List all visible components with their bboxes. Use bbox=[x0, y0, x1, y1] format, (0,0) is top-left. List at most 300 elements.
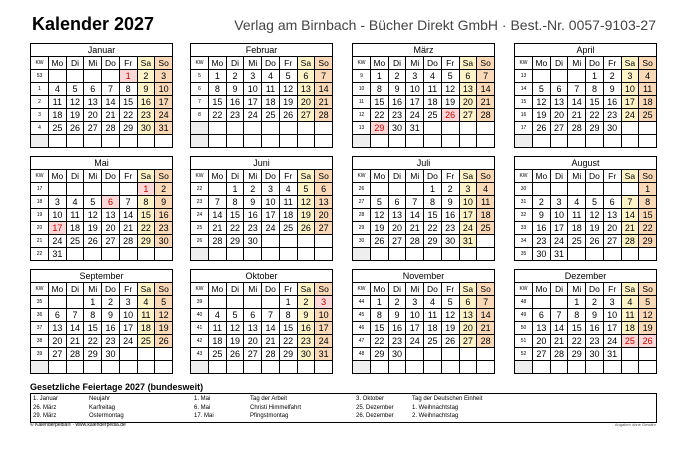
footer-copyright: © Kalenderpedia® · www.kalenderpedia.de bbox=[30, 422, 126, 428]
day-cell: 19 bbox=[155, 322, 173, 335]
day-cell: 25 bbox=[66, 235, 84, 248]
day-cell: 9 bbox=[441, 196, 459, 209]
day-cell: 28 bbox=[66, 348, 84, 361]
weekday-header: So bbox=[639, 57, 657, 70]
weekday-header: So bbox=[155, 283, 173, 296]
day-cell: 30 bbox=[388, 348, 406, 361]
day-cell: 6 bbox=[84, 83, 102, 96]
holiday-entry bbox=[194, 404, 301, 413]
day-cell: 30 bbox=[102, 348, 120, 361]
day-cell: 13 bbox=[84, 96, 102, 109]
weekday-header: Sa bbox=[297, 57, 315, 70]
day-cell: 11 bbox=[209, 322, 227, 335]
day-cell: 17 bbox=[603, 322, 621, 335]
day-cell: 25 bbox=[137, 335, 155, 348]
holiday-cell: 17 bbox=[49, 222, 67, 235]
empty-cell bbox=[102, 248, 120, 261]
day-cell: 10 bbox=[603, 309, 621, 322]
empty-cell bbox=[297, 122, 315, 135]
holiday-name: Pfingstmontag bbox=[250, 413, 289, 420]
month-9 bbox=[190, 269, 333, 374]
day-cell: 18 bbox=[424, 96, 442, 109]
day-cell: 22 bbox=[371, 109, 389, 122]
empty-cell bbox=[155, 348, 173, 361]
holiday-date: 29. März bbox=[33, 413, 57, 420]
day-cell: 12 bbox=[441, 309, 459, 322]
day-cell: 27 bbox=[459, 335, 477, 348]
empty-cell bbox=[568, 248, 586, 261]
weekday-header: KW bbox=[31, 170, 49, 183]
week-number: 10 bbox=[353, 83, 371, 96]
weekday-header: Di bbox=[226, 57, 244, 70]
empty-cell bbox=[119, 135, 137, 148]
day-cell: 23 bbox=[102, 335, 120, 348]
empty-cell bbox=[406, 248, 424, 261]
day-cell: 1 bbox=[639, 183, 657, 196]
weekday-header: KW bbox=[191, 57, 209, 70]
day-cell: 11 bbox=[66, 209, 84, 222]
empty-cell bbox=[477, 248, 495, 261]
empty-cell bbox=[315, 135, 333, 148]
day-cell: 4 bbox=[424, 70, 442, 83]
day-cell: 24 bbox=[603, 335, 621, 348]
day-cell: 18 bbox=[621, 322, 639, 335]
empty-cell bbox=[459, 135, 477, 148]
day-cell: 20 bbox=[49, 335, 67, 348]
day-cell: 8 bbox=[84, 309, 102, 322]
day-cell: 15 bbox=[84, 322, 102, 335]
day-cell: 8 bbox=[371, 309, 389, 322]
holiday-date: 25. Dezember bbox=[356, 404, 394, 411]
day-cell: 31 bbox=[550, 248, 568, 261]
day-cell: 20 bbox=[459, 322, 477, 335]
day-cell: 5 bbox=[84, 196, 102, 209]
day-cell: 16 bbox=[102, 322, 120, 335]
holiday-entry bbox=[356, 412, 482, 421]
day-cell: 30 bbox=[137, 122, 155, 135]
day-cell: 15 bbox=[371, 96, 389, 109]
month-name: Januar bbox=[30, 43, 173, 56]
day-cell: 5 bbox=[533, 83, 551, 96]
day-cell: 24 bbox=[262, 222, 280, 235]
week-number: 22 bbox=[31, 248, 49, 261]
day-cell: 19 bbox=[66, 109, 84, 122]
day-cell: 6 bbox=[244, 309, 262, 322]
day-cell: 22 bbox=[568, 335, 586, 348]
empty-cell bbox=[49, 361, 67, 374]
month-6 bbox=[352, 156, 495, 261]
holiday-name: Ostermontag bbox=[89, 413, 124, 420]
empty-cell bbox=[137, 348, 155, 361]
day-cell: 2 bbox=[586, 296, 604, 309]
empty-cell bbox=[586, 135, 604, 148]
weekday-header: Sa bbox=[297, 170, 315, 183]
day-cell: 12 bbox=[371, 209, 389, 222]
day-cell: 31 bbox=[603, 348, 621, 361]
empty-cell bbox=[533, 183, 551, 196]
weekday-header: Mi bbox=[406, 283, 424, 296]
day-cell: 1 bbox=[226, 183, 244, 196]
empty-cell bbox=[102, 361, 120, 374]
day-cell: 9 bbox=[102, 309, 120, 322]
empty-cell bbox=[119, 183, 137, 196]
day-cell: 30 bbox=[533, 248, 551, 261]
empty-cell bbox=[226, 135, 244, 148]
empty-cell bbox=[568, 135, 586, 148]
empty-cell bbox=[459, 122, 477, 135]
weekday-header: So bbox=[477, 170, 495, 183]
day-cell: 25 bbox=[477, 222, 495, 235]
weekday-header: Mo bbox=[49, 57, 67, 70]
empty-cell bbox=[424, 122, 442, 135]
weekday-header: So bbox=[155, 170, 173, 183]
week-number bbox=[191, 361, 209, 374]
empty-cell bbox=[371, 361, 389, 374]
week-number: 38 bbox=[31, 335, 49, 348]
weekday-header: Fr bbox=[441, 57, 459, 70]
empty-cell bbox=[119, 248, 137, 261]
day-cell: 4 bbox=[621, 296, 639, 309]
weekday-header: So bbox=[639, 170, 657, 183]
empty-cell bbox=[477, 361, 495, 374]
day-cell: 19 bbox=[297, 209, 315, 222]
holiday-date: 17. Mai bbox=[194, 413, 214, 420]
weekday-header: Do bbox=[102, 283, 120, 296]
day-cell: 13 bbox=[533, 322, 551, 335]
day-cell: 11 bbox=[424, 309, 442, 322]
weekday-header: Fr bbox=[603, 283, 621, 296]
empty-cell bbox=[586, 248, 604, 261]
day-cell: 4 bbox=[137, 296, 155, 309]
empty-cell bbox=[49, 183, 67, 196]
empty-cell bbox=[84, 70, 102, 83]
empty-cell bbox=[424, 248, 442, 261]
day-cell: 18 bbox=[262, 96, 280, 109]
empty-cell bbox=[441, 122, 459, 135]
day-cell: 31 bbox=[315, 348, 333, 361]
day-cell: 30 bbox=[388, 122, 406, 135]
week-number bbox=[353, 248, 371, 261]
empty-cell bbox=[119, 361, 137, 374]
weekday-header: Fr bbox=[441, 170, 459, 183]
day-cell: 1 bbox=[424, 183, 442, 196]
day-cell: 30 bbox=[603, 122, 621, 135]
day-cell: 1 bbox=[279, 296, 297, 309]
weekday-header: Mi bbox=[84, 283, 102, 296]
weekday-header: Fr bbox=[119, 283, 137, 296]
day-cell: 19 bbox=[533, 109, 551, 122]
day-cell: 23 bbox=[226, 109, 244, 122]
day-cell: 22 bbox=[586, 109, 604, 122]
day-cell: 23 bbox=[586, 335, 604, 348]
week-number: 26 bbox=[191, 235, 209, 248]
day-cell: 29 bbox=[137, 235, 155, 248]
day-cell: 21 bbox=[550, 335, 568, 348]
day-cell: 23 bbox=[137, 109, 155, 122]
weekday-header: So bbox=[639, 283, 657, 296]
day-cell: 14 bbox=[621, 209, 639, 222]
month-0 bbox=[30, 43, 173, 148]
day-cell: 10 bbox=[49, 209, 67, 222]
day-cell: 10 bbox=[550, 209, 568, 222]
weekday-header: Di bbox=[550, 283, 568, 296]
holiday-cell: 25 bbox=[621, 335, 639, 348]
weekday-header: Fr bbox=[279, 170, 297, 183]
holiday-cell: 29 bbox=[371, 122, 389, 135]
weekday-header: Mo bbox=[371, 170, 389, 183]
weekday-header: Mi bbox=[568, 283, 586, 296]
day-cell: 20 bbox=[459, 96, 477, 109]
empty-cell bbox=[119, 348, 137, 361]
day-cell: 6 bbox=[533, 309, 551, 322]
day-cell: 18 bbox=[477, 209, 495, 222]
day-cell: 14 bbox=[102, 96, 120, 109]
empty-cell bbox=[262, 248, 280, 261]
empty-cell bbox=[209, 122, 227, 135]
day-cell: 14 bbox=[262, 322, 280, 335]
weekday-header: Mi bbox=[406, 57, 424, 70]
weekday-header: Fr bbox=[279, 283, 297, 296]
day-cell: 9 bbox=[586, 309, 604, 322]
day-cell: 12 bbox=[533, 96, 551, 109]
day-cell: 3 bbox=[406, 70, 424, 83]
day-cell: 15 bbox=[226, 209, 244, 222]
day-cell: 25 bbox=[262, 109, 280, 122]
empty-cell bbox=[621, 361, 639, 374]
empty-cell bbox=[441, 248, 459, 261]
empty-cell bbox=[226, 248, 244, 261]
day-cell: 27 bbox=[533, 348, 551, 361]
day-cell: 25 bbox=[279, 222, 297, 235]
weekday-header: Di bbox=[226, 170, 244, 183]
day-cell: 26 bbox=[226, 348, 244, 361]
day-cell: 12 bbox=[155, 309, 173, 322]
week-number: 18 bbox=[31, 196, 49, 209]
day-cell: 11 bbox=[639, 83, 657, 96]
weekday-header: Do bbox=[262, 283, 280, 296]
day-cell: 6 bbox=[49, 309, 67, 322]
weekday-header: KW bbox=[515, 170, 533, 183]
weekday-header: Mi bbox=[244, 283, 262, 296]
day-cell: 26 bbox=[84, 235, 102, 248]
week-number: 22 bbox=[191, 183, 209, 196]
empty-cell bbox=[262, 235, 280, 248]
day-cell: 18 bbox=[424, 322, 442, 335]
day-cell: 21 bbox=[209, 222, 227, 235]
day-cell: 15 bbox=[209, 96, 227, 109]
day-cell: 29 bbox=[279, 348, 297, 361]
empty-cell bbox=[66, 135, 84, 148]
weekday-header: Di bbox=[388, 283, 406, 296]
day-cell: 26 bbox=[533, 122, 551, 135]
weekday-header: Di bbox=[66, 170, 84, 183]
day-cell: 9 bbox=[155, 196, 173, 209]
weekday-header: Sa bbox=[137, 170, 155, 183]
day-cell: 29 bbox=[639, 235, 657, 248]
day-cell: 28 bbox=[209, 235, 227, 248]
day-cell: 25 bbox=[639, 109, 657, 122]
day-cell: 19 bbox=[441, 322, 459, 335]
day-cell: 22 bbox=[84, 335, 102, 348]
day-cell: 10 bbox=[119, 309, 137, 322]
day-cell: 28 bbox=[621, 235, 639, 248]
day-cell: 29 bbox=[424, 235, 442, 248]
empty-cell bbox=[209, 296, 227, 309]
week-number bbox=[353, 361, 371, 374]
day-cell: 6 bbox=[388, 196, 406, 209]
holiday-date: 6. Mai bbox=[194, 404, 211, 411]
day-cell: 15 bbox=[568, 322, 586, 335]
day-cell: 3 bbox=[406, 296, 424, 309]
day-cell: 20 bbox=[388, 222, 406, 235]
day-cell: 26 bbox=[297, 222, 315, 235]
day-cell: 27 bbox=[49, 348, 67, 361]
week-number: 46 bbox=[353, 322, 371, 335]
day-cell: 14 bbox=[315, 83, 333, 96]
weekday-header: Di bbox=[550, 170, 568, 183]
week-number: 45 bbox=[353, 309, 371, 322]
day-cell: 5 bbox=[226, 309, 244, 322]
empty-cell bbox=[550, 361, 568, 374]
day-cell: 1 bbox=[209, 70, 227, 83]
day-cell: 19 bbox=[371, 222, 389, 235]
day-cell: 24 bbox=[550, 235, 568, 248]
day-cell: 3 bbox=[621, 70, 639, 83]
weekday-header: Do bbox=[586, 283, 604, 296]
week-number: 41 bbox=[191, 322, 209, 335]
day-cell: 24 bbox=[244, 109, 262, 122]
day-cell: 2 bbox=[226, 70, 244, 83]
day-cell: 7 bbox=[621, 196, 639, 209]
day-cell: 4 bbox=[262, 70, 280, 83]
empty-cell bbox=[315, 361, 333, 374]
day-cell: 1 bbox=[84, 296, 102, 309]
weekday-header: Do bbox=[262, 170, 280, 183]
day-cell: 16 bbox=[388, 322, 406, 335]
empty-cell bbox=[477, 235, 495, 248]
week-number bbox=[191, 135, 209, 148]
weekday-header: Do bbox=[424, 57, 442, 70]
empty-cell bbox=[459, 248, 477, 261]
week-number: 43 bbox=[191, 348, 209, 361]
day-cell: 18 bbox=[568, 222, 586, 235]
weekday-header: Mo bbox=[209, 283, 227, 296]
week-number: 26 bbox=[353, 183, 371, 196]
week-number: 39 bbox=[31, 348, 49, 361]
empty-cell bbox=[639, 361, 657, 374]
weekday-header: Fr bbox=[603, 57, 621, 70]
day-cell: 4 bbox=[424, 296, 442, 309]
empty-cell bbox=[406, 135, 424, 148]
week-number: 5 bbox=[191, 70, 209, 83]
empty-cell bbox=[550, 135, 568, 148]
empty-cell bbox=[586, 183, 604, 196]
day-cell: 3 bbox=[244, 70, 262, 83]
weekday-header: So bbox=[315, 170, 333, 183]
empty-cell bbox=[406, 348, 424, 361]
day-cell: 9 bbox=[603, 83, 621, 96]
month-name: November bbox=[352, 269, 495, 282]
week-number: 20 bbox=[31, 222, 49, 235]
week-number: 32 bbox=[515, 209, 533, 222]
day-cell: 21 bbox=[102, 109, 120, 122]
week-number: 37 bbox=[31, 322, 49, 335]
empty-cell bbox=[66, 183, 84, 196]
day-cell: 15 bbox=[279, 322, 297, 335]
weekday-header: Mi bbox=[568, 57, 586, 70]
week-number: 39 bbox=[191, 296, 209, 309]
month-name: Mai bbox=[30, 156, 173, 169]
holiday-name: 2. Weihnachtstag bbox=[412, 413, 459, 420]
empty-cell bbox=[209, 183, 227, 196]
day-cell: 13 bbox=[49, 322, 67, 335]
day-cell: 6 bbox=[459, 70, 477, 83]
weekday-header: Do bbox=[586, 57, 604, 70]
day-cell: 11 bbox=[137, 309, 155, 322]
day-cell: 12 bbox=[441, 83, 459, 96]
holiday-name: Christi Himmelfahrt bbox=[250, 404, 302, 411]
week-number: 31 bbox=[515, 196, 533, 209]
day-cell: 22 bbox=[226, 222, 244, 235]
day-cell: 14 bbox=[209, 209, 227, 222]
weekday-header: So bbox=[315, 283, 333, 296]
empty-cell bbox=[244, 296, 262, 309]
day-cell: 27 bbox=[102, 235, 120, 248]
day-cell: 5 bbox=[639, 296, 657, 309]
empty-cell bbox=[533, 296, 551, 309]
day-cell: 17 bbox=[406, 96, 424, 109]
weekday-header: Do bbox=[424, 170, 442, 183]
day-cell: 16 bbox=[388, 96, 406, 109]
weekday-header: KW bbox=[353, 283, 371, 296]
holidays-box bbox=[30, 393, 657, 423]
month-name: März bbox=[352, 43, 495, 56]
weekday-header: Do bbox=[102, 57, 120, 70]
empty-cell bbox=[477, 122, 495, 135]
day-cell: 8 bbox=[226, 196, 244, 209]
day-cell: 15 bbox=[424, 209, 442, 222]
day-cell: 27 bbox=[550, 122, 568, 135]
day-cell: 20 bbox=[550, 109, 568, 122]
empty-cell bbox=[477, 135, 495, 148]
weekday-header: Mo bbox=[49, 283, 67, 296]
day-cell: 23 bbox=[244, 222, 262, 235]
month-name: Dezember bbox=[514, 269, 657, 282]
day-cell: 16 bbox=[586, 322, 604, 335]
day-cell: 23 bbox=[297, 335, 315, 348]
empty-cell bbox=[279, 235, 297, 248]
empty-cell bbox=[209, 361, 227, 374]
day-cell: 10 bbox=[244, 83, 262, 96]
weekday-header: Mi bbox=[84, 170, 102, 183]
day-cell: 18 bbox=[279, 209, 297, 222]
day-cell: 3 bbox=[262, 183, 280, 196]
empty-cell bbox=[639, 348, 657, 361]
week-number: 24 bbox=[191, 209, 209, 222]
day-cell: 12 bbox=[639, 309, 657, 322]
day-cell: 9 bbox=[388, 309, 406, 322]
day-cell: 27 bbox=[315, 222, 333, 235]
day-cell: 15 bbox=[639, 209, 657, 222]
empty-cell bbox=[621, 183, 639, 196]
empty-cell bbox=[155, 135, 173, 148]
day-cell: 18 bbox=[639, 96, 657, 109]
week-number: 25 bbox=[191, 222, 209, 235]
week-number: 52 bbox=[515, 348, 533, 361]
empty-cell bbox=[137, 361, 155, 374]
empty-cell bbox=[388, 248, 406, 261]
day-cell: 16 bbox=[533, 222, 551, 235]
